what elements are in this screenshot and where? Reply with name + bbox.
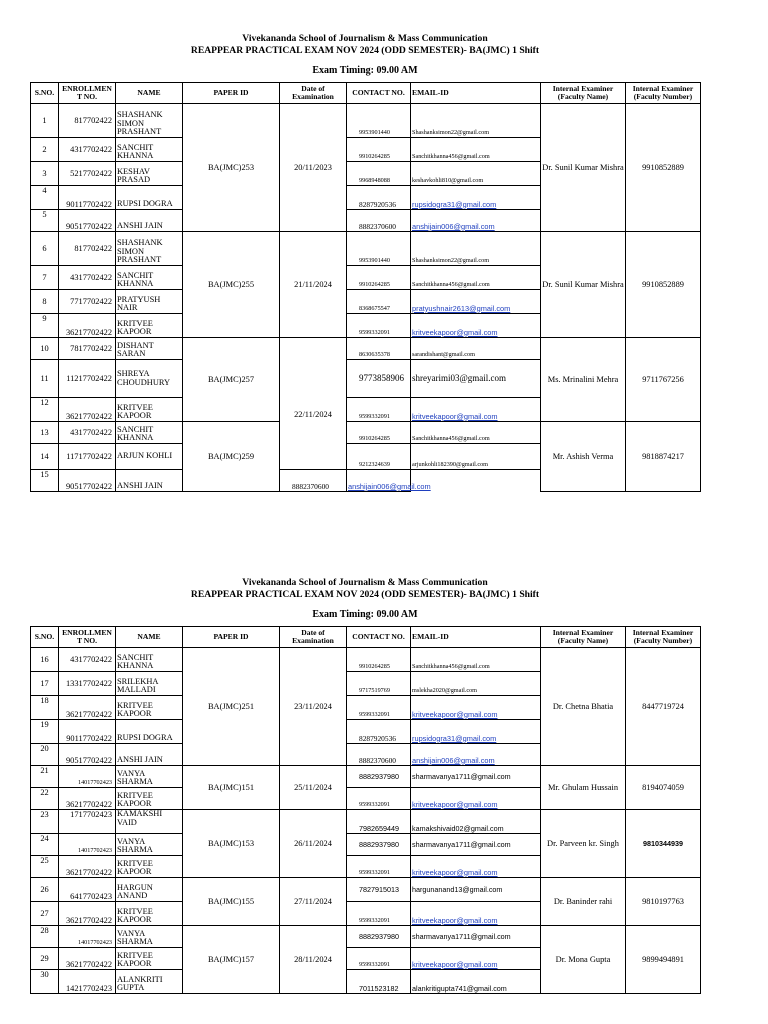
school-title: Vivekananda School of Journalism & Mass Communication — [242, 577, 488, 588]
row-name: SANCHIT KHANNA — [116, 138, 183, 162]
exam-date-cell: 20/11/2023 — [280, 104, 347, 232]
examiner-name-cell: Mr. Ghulam Hussain — [541, 766, 626, 810]
table-row — [31, 104, 701, 138]
row-contact: 8882937980 — [347, 766, 411, 788]
row-email: Shashanksimon22@gmail.com — [411, 104, 541, 138]
header-examiner-number: Internal Examiner (Faculty Number) — [626, 627, 701, 648]
row-contact: 7982659449 — [347, 810, 411, 834]
school-title: Vivekananda School of Journalism & Mass Communication — [242, 33, 488, 44]
examiner-name-cell: Dr. Sunil Kumar Mishra — [541, 104, 626, 232]
row-email: mslekha2020@gmail.com — [411, 672, 541, 696]
row-name: ANSHI JAIN — [116, 470, 183, 492]
row-enrollment: 4317702422 — [59, 648, 116, 672]
email-link[interactable]: anshijain006@gmail.com — [412, 221, 495, 231]
row-contact: 8882370600 — [347, 744, 411, 766]
row-name: KRITVEE KAPOOR — [116, 856, 183, 878]
row-contact: 9910264285 — [347, 138, 411, 162]
row-sno: 9 — [31, 314, 59, 338]
row-contact: 8882370600 — [280, 470, 347, 492]
exam-timing: Exam Timing: 09.00 AM — [312, 65, 418, 76]
paper-id-cell: BA(JMC)257 — [183, 338, 280, 422]
examiner-number-cell: 9810344939 — [626, 810, 701, 878]
header-name: NAME — [116, 627, 183, 648]
row-sno: 16 — [31, 648, 59, 672]
row-sno: 7 — [31, 266, 59, 290]
schedule-table — [30, 82, 701, 492]
examiner-name-cell: Ms. Mrinalini Mehra — [541, 338, 626, 422]
row-name: ANSHI JAIN — [116, 744, 183, 766]
row-enrollment: 13317702422 — [59, 672, 116, 696]
row-name: VANYA SHARMA — [116, 834, 183, 856]
row-sno: 21 — [31, 766, 59, 788]
examiner-number-cell: 9910852889 — [626, 232, 701, 338]
table-row — [31, 878, 701, 902]
row-sno: 11 — [31, 360, 59, 398]
header-enrollment: ENROLLMEN T NO. — [59, 627, 116, 648]
exam-title: REAPPEAR PRACTICAL EXAM NOV 2024 (ODD SEMESTER)- BA(JMC) 1 Shift — [190, 45, 540, 56]
row-name: KESHAV PRASAD — [116, 162, 183, 186]
schedule-block-1 — [30, 33, 700, 492]
schedule-block-2 — [30, 577, 700, 994]
row-email: Sanchitkhanna456@gmail.com — [411, 138, 541, 162]
exam-date-cell: 27/11/2024 — [280, 878, 347, 926]
row-enrollment: 817702422 — [59, 104, 116, 138]
row-enrollment: 5217702422 — [59, 162, 116, 186]
email-link[interactable]: kritveekapoor@gmail.com — [412, 915, 498, 925]
row-contact: 9599332091 — [347, 696, 411, 720]
row-email: alankritigupta741@gmail.com — [411, 970, 541, 994]
row-name: VANYA SHARMA — [116, 926, 183, 948]
row-enrollment: 817702422 — [59, 232, 116, 266]
paper-id-cell: BA(JMC)151 — [183, 766, 280, 810]
row-sno: 18 — [31, 696, 59, 720]
row-sno: 29 — [31, 948, 59, 970]
header-paper-id: PAPER ID — [183, 83, 280, 104]
row-email: arjunkohli182390@gmail.com — [411, 444, 541, 470]
row-email: kamakshivaid02@gmail.com — [411, 810, 541, 834]
examiner-number-cell: 8194074059 — [626, 766, 701, 810]
row-sno: 14 — [31, 444, 59, 470]
row-name: RUPSI DOGRA — [116, 720, 183, 744]
row-name: HARGUN ANAND — [116, 878, 183, 902]
row-sno: 20 — [31, 744, 59, 766]
paper-id-cell: BA(JMC)255 — [183, 232, 280, 338]
email-link[interactable]: kritveekapoor@gmail.com — [412, 799, 498, 809]
exam-title: REAPPEAR PRACTICAL EXAM NOV 2024 (ODD SEMESTER)- BA(JMC) 1 Shift — [190, 589, 540, 600]
row-contact: 9599332091 — [347, 948, 411, 970]
row-enrollment: 36217702422 — [59, 398, 116, 422]
header-email: EMAIL-ID — [411, 83, 541, 104]
row-enrollment: 14017702423 — [59, 766, 116, 788]
row-sno: 3 — [31, 162, 59, 186]
row-enrollment: 90517702422 — [59, 470, 116, 492]
row-sno: 12 — [31, 398, 59, 422]
paper-id-cell: BA(JMC)253 — [183, 104, 280, 232]
row-sno: 17 — [31, 672, 59, 696]
row-enrollment: 1717702423 — [59, 810, 116, 834]
row-enrollment: 90117702422 — [59, 720, 116, 744]
header-examiner-number: Internal Examiner (Faculty Number) — [626, 83, 701, 104]
exam-date-cell: 28/11/2024 — [280, 926, 347, 994]
row-contact: 9599332091 — [347, 788, 411, 810]
row-contact: 9717519769 — [347, 672, 411, 696]
examiner-number-cell: 9910852889 — [626, 104, 701, 232]
row-enrollment: 36217702422 — [59, 856, 116, 878]
row-enrollment: 36217702422 — [59, 902, 116, 926]
email-link[interactable]: anshijain006@gmail.com — [348, 481, 431, 491]
row-enrollment: 90517702422 — [59, 744, 116, 766]
header-examiner-name: Internal Examiner (Faculty Name) — [541, 627, 626, 648]
row-contact: 9599332091 — [347, 398, 411, 422]
row-sno: 26 — [31, 878, 59, 902]
row-sno: 25 — [31, 856, 59, 878]
row-enrollment: 36217702422 — [59, 696, 116, 720]
row-name: KRITVEE KAPOOR — [116, 948, 183, 970]
row-contact: 8630635378 — [347, 338, 411, 360]
email-link[interactable]: kritveekapoor@gmail.com — [412, 411, 498, 421]
row-enrollment: 14017702423 — [59, 834, 116, 856]
row-email: Sanchitkhanna456@gmail.com — [411, 648, 541, 672]
row-sno: 13 — [31, 422, 59, 444]
row-enrollment: 4317702422 — [59, 266, 116, 290]
exam-timing: Exam Timing: 09.00 AM — [312, 609, 418, 620]
examiner-number-cell: 9810197763 — [626, 878, 701, 926]
row-name: SHREYA CHOUDHURY — [116, 360, 183, 398]
header-email: EMAIL-ID — [411, 627, 541, 648]
row-sno: 30 — [31, 970, 59, 994]
row-name: ANSHI JAIN — [116, 210, 183, 232]
row-contact: 8882370600 — [347, 210, 411, 232]
row-contact: 8882937980 — [347, 926, 411, 948]
examiner-number-cell: 9899494891 — [626, 926, 701, 994]
row-contact: 9910264285 — [347, 648, 411, 672]
paper-id-cell: BA(JMC)251 — [183, 648, 280, 766]
table-row — [31, 766, 701, 788]
table-row — [31, 810, 701, 834]
header-contact: CONTACT NO. — [347, 627, 411, 648]
row-contact: 9910264285 — [347, 266, 411, 290]
row-sno: 23 — [31, 810, 59, 834]
row-contact: 9910264285 — [347, 422, 411, 444]
email-link[interactable]: kritveekapoor@gmail.com — [412, 709, 498, 719]
email-link[interactable]: kritveekapoor@gmail.com — [412, 867, 498, 877]
row-name: SHASHANK SIMON PRASHANT — [116, 104, 183, 138]
email-link[interactable]: anshijain006@gmail.com — [412, 755, 495, 765]
row-name: KRITVEE KAPOOR — [116, 902, 183, 926]
exam-date-cell: 25/11/2024 — [280, 766, 347, 810]
row-enrollment: 14017702423 — [59, 926, 116, 948]
row-name: VANYA SHARMA — [116, 766, 183, 788]
header-date: Date of Examination — [280, 627, 347, 648]
row-name: SANCHIT KHANNA — [116, 422, 183, 444]
email-link[interactable]: kritveekapoor@gmail.com — [412, 327, 498, 337]
paper-id-cell: BA(JMC)157 — [183, 926, 280, 994]
examiner-name-cell: Dr. Sunil Kumar Mishra — [541, 232, 626, 338]
row-name: ARJUN KOHLI — [116, 444, 183, 470]
row-contact: 9599332091 — [347, 314, 411, 338]
examiner-name-cell: Dr. Parveen kr. Singh — [541, 810, 626, 878]
row-sno: 2 — [31, 138, 59, 162]
header-contact: CONTACT NO. — [347, 83, 411, 104]
email-link[interactable]: pratyushnair2613@gmail.com — [412, 303, 511, 313]
examiner-name-cell: Dr. Chetna Bhatia — [541, 648, 626, 766]
table-row — [31, 422, 701, 444]
row-sno: 6 — [31, 232, 59, 266]
row-sno: 5 — [31, 210, 59, 232]
row-contact: 8368675547 — [347, 290, 411, 314]
examiner-name-cell: Dr. Mona Gupta — [541, 926, 626, 994]
row-sno: 27 — [31, 902, 59, 926]
row-email: shreyarimi03@gmail.com — [411, 360, 541, 398]
examiner-number-cell: 9711767256 — [626, 338, 701, 422]
exam-date-cell: 22/11/2024 — [280, 360, 347, 470]
email-link[interactable]: rupsidogra31@gmail.com — [412, 733, 497, 743]
header-enrollment: ENROLLMEN T NO. — [59, 83, 116, 104]
row-enrollment: 4317702422 — [59, 422, 116, 444]
row-enrollment: 7817702422 — [59, 338, 116, 360]
schedule-table — [30, 626, 701, 994]
table-header-row — [31, 83, 701, 104]
row-name: KRITVEE KAPOOR — [116, 398, 183, 422]
examiner-number-cell: 8447719724 — [626, 648, 701, 766]
row-email: Shashanksimon22@gmail.com — [411, 232, 541, 266]
row-sno: 28 — [31, 926, 59, 948]
row-contact: 7011523182 — [347, 970, 411, 994]
row-sno: 4 — [31, 186, 59, 210]
table-header-row — [31, 627, 701, 648]
row-contact: 9953901440 — [347, 104, 411, 138]
row-enrollment: 90117702422 — [59, 186, 116, 210]
row-name: KRITVEE KAPOOR — [116, 696, 183, 720]
row-email: keshavkohli810@gmail.com — [411, 162, 541, 186]
exam-date-cell: 21/11/2024 — [280, 232, 347, 338]
exam-date-cell: 26/11/2024 — [280, 810, 347, 878]
row-email: sarandishant@gmail.com — [411, 338, 541, 360]
row-email: sharmavanya1711@gmail.com — [411, 926, 541, 948]
row-contact: 9953901440 — [347, 232, 411, 266]
row-contact: 9212324639 — [347, 444, 411, 470]
row-sno: 10 — [31, 338, 59, 360]
row-name: SANCHIT KHANNA — [116, 648, 183, 672]
row-email: hargunanand13@gmail.com — [411, 878, 541, 902]
row-name: ALANKRITI GUPTA — [116, 970, 183, 994]
row-sno: 8 — [31, 290, 59, 314]
row-name: KRITVEE KAPOOR — [116, 788, 183, 810]
row-enrollment: 4317702422 — [59, 138, 116, 162]
examiner-number-cell: 9818874217 — [626, 422, 701, 492]
header-name: NAME — [116, 83, 183, 104]
row-email: Sanchitkhanna456@gmail.com — [411, 266, 541, 290]
exam-date-cell: 23/11/2024 — [280, 648, 347, 766]
row-enrollment: 36217702422 — [59, 948, 116, 970]
header-sno: S.NO. — [31, 627, 59, 648]
row-contact: 9968948088 — [347, 162, 411, 186]
row-name: RUPSI DOGRA — [116, 186, 183, 210]
row-enrollment: 11217702422 — [59, 360, 116, 398]
row-contact: 8287920536 — [347, 186, 411, 210]
header-sno: S.NO. — [31, 83, 59, 104]
email-link[interactable]: rupsidogra31@gmail.com — [412, 199, 497, 209]
row-sno: 22 — [31, 788, 59, 810]
row-sno: 15 — [31, 470, 59, 492]
row-enrollment: 6417702423 — [59, 878, 116, 902]
email-link[interactable]: kritveekapoor@gmail.com — [412, 959, 498, 969]
row-sno: 1 — [31, 104, 59, 138]
paper-id-cell: BA(JMC)155 — [183, 878, 280, 926]
row-contact: 9599332091 — [347, 902, 411, 926]
header-examiner-name: Internal Examiner (Faculty Name) — [541, 83, 626, 104]
paper-id-cell: BA(JMC)259 — [183, 422, 280, 492]
row-contact: 8882937980 — [347, 834, 411, 856]
row-name: SRILEKHA MALLADI — [116, 672, 183, 696]
header-paper-id: PAPER ID — [183, 627, 280, 648]
row-name: DISHANT SARAN — [116, 338, 183, 360]
row-contact: 9599332091 — [347, 856, 411, 878]
row-sno: 19 — [31, 720, 59, 744]
row-enrollment: 14217702423 — [59, 970, 116, 994]
table-row — [31, 926, 701, 948]
row-name: KRITVEE KAPOOR — [116, 314, 183, 338]
table-row — [31, 648, 701, 672]
row-email: sharmavanya1711@gmail.com — [411, 766, 541, 788]
table-row — [31, 338, 701, 360]
row-email: sharmavanya1711@gmail.com — [411, 834, 541, 856]
row-enrollment: 90517702422 — [59, 210, 116, 232]
row-contact: 8287920536 — [347, 720, 411, 744]
row-enrollment: 36217702422 — [59, 314, 116, 338]
row-name: KAMAKSHI VAID — [116, 810, 183, 834]
row-sno: 24 — [31, 834, 59, 856]
examiner-name-cell: Mr. Ashish Verma — [541, 422, 626, 492]
row-contact: 7827915013 — [347, 878, 411, 902]
header-date: Date of Examination — [280, 83, 347, 104]
row-name: SHASHANK SIMON PRASHANT — [116, 232, 183, 266]
row-enrollment: 7717702422 — [59, 290, 116, 314]
table-row — [31, 232, 701, 266]
row-enrollment: 36217702422 — [59, 788, 116, 810]
row-name: PRATYUSH NAIR — [116, 290, 183, 314]
row-enrollment: 11717702422 — [59, 444, 116, 470]
examiner-name-cell: Dr. Baninder rahi — [541, 878, 626, 926]
row-contact: 9773858906 — [347, 360, 411, 398]
paper-id-cell: BA(JMC)153 — [183, 810, 280, 878]
row-name: SANCHIT KHANNA — [116, 266, 183, 290]
row-email: Sanchitkhanna456@gmail.com — [411, 422, 541, 444]
